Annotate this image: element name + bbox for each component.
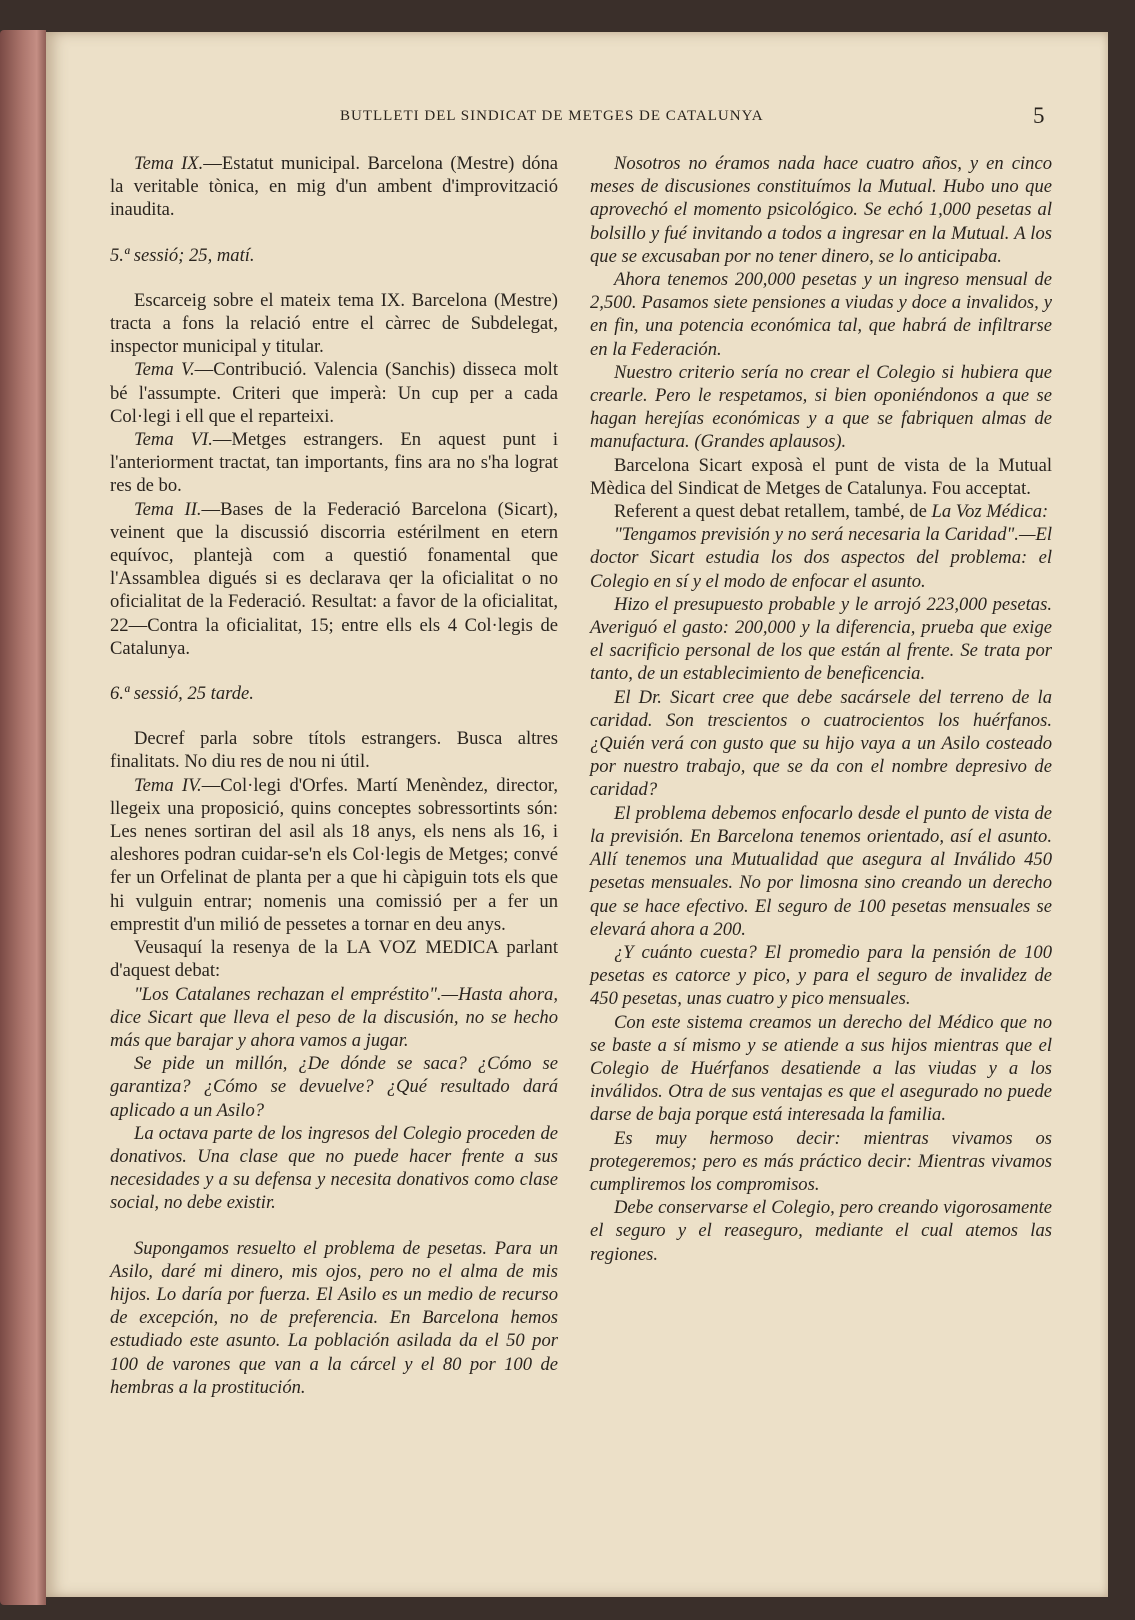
- paragraph: [110, 774, 558, 936]
- paragraph-text: —Metges estrangers. En aquest punt i l'anteriorment tractat, tan importants, fins ara no s'ha lograt res de bo.: [110, 429, 558, 497]
- quoted-paragraph: Ahora tenemos 200,000 pesetas y un ingreso mensual de 2,500. Pasamos siete pensiones a viudas y doce a invalidos, y en fin, una potencia económica tal, que habrá de infiltrarse en la Federación.: [590, 269, 1052, 360]
- topic-label: Tema IX.: [134, 153, 204, 174]
- paragraph-text: —Contribució. Valencia (Sanchis) disseca molt bé l'assumpte. Criteri que imperà: Un cup per a cada Col·legi i ell que el reparteixi.: [110, 359, 558, 427]
- quoted-paragraph: La octava parte de los ingresos del Colegio proceden de donativos. Una clase que no puede hacer frente a sus necesidades y a su defensa y necesita donativos como clase social, no debe existir.: [110, 1122, 558, 1214]
- running-head: BUTLLETI DEL SINDICAT DE METGES DE CATALUNYA: [340, 108, 764, 124]
- quoted-paragraph: "Los Catalanes rechazan el empréstito".—Hasta ahora, dice Sicart que lleva el peso de la discusión, no se hecho más que barajar y ahora vamos a jugar.: [110, 983, 558, 1051]
- spacer: [110, 1215, 558, 1237]
- paragraph: [110, 428, 558, 498]
- paragraph: Barcelona Sicart exposà el punt de vista de la Mutual Mèdica del Sindicat de Metges de Catalunya. Fou acceptat.: [590, 454, 1052, 499]
- page-header: [46, 105, 1108, 135]
- quoted-paragraph: Se pide un millón, ¿De dónde se saca? ¿Cómo se garantiza? ¿Cómo se devuelve? ¿Qué resultado dará aplicado a un Asilo?: [110, 1053, 558, 1121]
- paragraph: Escarceig sobre el mateix tema IX. Barcelona (Mestre) tracta a fons la relació entre el càrrec de Subdelegat, inspector municipal y titular.: [110, 289, 558, 358]
- book-page: [46, 32, 1108, 1597]
- source-title: La Voz Médica:: [931, 501, 1049, 523]
- paragraph-text: —Bases de la Federació Barcelona (Sicart), veinent que la discussió discorria estérilment en etern equívoc, plantejà com a questió fonamental que l'Assamblea digués si es declarava qer la oficialitat o no oficialitat de la Federació. Resultat: a favor de la oficialitat, 22—Contra la oficialitat, 15; entre ells els 4 Col·legis de Catalunya.: [110, 498, 558, 659]
- paragraph: [110, 358, 558, 428]
- right-column: [590, 152, 1052, 1266]
- left-column: [110, 152, 558, 1399]
- topic-label: Tema IV.: [134, 774, 202, 796]
- paragraph: [110, 152, 558, 222]
- session-heading: 6.ª sessió, 25 tarde.: [110, 683, 254, 705]
- quoted-paragraph: Es muy hermoso decir: mientras vivamos os protegeremos; pero es más práctico decir: Mientras vivamos cumpliremos los compromisos.: [590, 1127, 1052, 1195]
- paragraph-text: —Estatut municipal. Barcelona (Mestre) dóna la veritable tònica, en mig d'un ambent d'improvització inaudita.: [110, 153, 558, 221]
- book-spine: [0, 30, 46, 1605]
- quoted-paragraph: Con este sistema creamos un derecho del Médico que no se baste a sí mismo y se atiende a sus hijos mientras que el Colegio de Huérfanos desatiende a las viudas y a los inválidos. Otra de sus ventajas es que el asegurado no puede darse de baja porque está interesada la familia.: [590, 1011, 1052, 1126]
- quoted-paragraph: El Dr. Sicart cree que debe sacársele del terreno de la caridad. Son trescientos o cuatrocientos los huérfanos. ¿Quién verá con gusto que su hijo vaya a un Asilo costeado por nuestro trabajo, que se da con el nombre depresivo de caridad?: [590, 686, 1052, 801]
- topic-label: Tema V.: [134, 359, 195, 381]
- quoted-paragraph: Nuestro criterio sería no crear el Colegio si hubiera que crearle. Pero le respetamos, si bien oponiéndonos a que se hagan herejías económicas y a que se fabriquen almas de manufactura. (Grandes aplausos).: [590, 361, 1052, 453]
- page-number: 5: [1033, 103, 1045, 128]
- paragraph: [590, 500, 1052, 523]
- quoted-paragraph: Supongamos resuelto el problema de pesetas. Para un Asilo, daré mi dinero, mis ojos, pero no el alma de mis hijos. Lo daría por fuerza. El Asilo es un medio de recurso de excepción, no de preferencia. En Barcelona hemos estudiado este asunto. La población asilada da el 50 por 100 de varones que van a la cárcel y el 80 por 100 de hembras a la prostitución.: [110, 1237, 558, 1398]
- quoted-paragraph: El problema debemos enfocarlo desde el punto de vista de la previsión. En Barcelona tenemos orientado, así el asunto. Allí tenemos una Mutualidad que asegura al Inválido 450 pesetas mensuales. No por limosna sino creando un derecho que se hace efectivo. El seguro de 100 pesetas mensuales se elevará ahora a 200.: [590, 802, 1052, 940]
- paragraph: Decref parla sobre títols estrangers. Busca altres finalitats. No diu res de nou ni útil.: [110, 728, 558, 773]
- quoted-paragraph: Nosotros no éramos nada hace cuatro años, y en cinco meses de discusiones constituímos la Mutual. Hubo uno que aprovechó el momento psicológico. Se echó 1,000 pesetas al bolsillo y fué invitando a todos a ingresar en la Mutual. A los que se excusaban por no tener dinero, se lo anticipaba.: [590, 153, 1052, 267]
- paragraph-text: —Col·legi d'Orfes. Martí Menèndez, director, llegeix una proposició, quins conceptes sobressortints són: Les nenes sortiran del asil als 18 anys, els nens als 16, i aleshores podran cuidar-se'n els Col·legis de Metges; convé fer un Orfelinat de planta per a que hi càpiguin tots els que hi vulguin entrar; nomenis una comissió per a fer un emprestit d'un milió de pessetes a tornar en deu anys.: [110, 774, 558, 935]
- paragraph-text: Referent a quest debat retallem, també, de: [614, 501, 932, 523]
- quoted-paragraph: "Tengamos previsión y no será necesaria la Caridad".—El doctor Sicart estudia los dos aspectos del problema: el Colegio en sí y el modo de enfocar el asunto.: [590, 524, 1052, 592]
- topic-label: Tema II.: [134, 498, 202, 520]
- quoted-paragraph: Debe conservarse el Colegio, pero creando vigorosamente el seguro y el reaseguro, mediante el cual atemos las regiones.: [590, 1197, 1052, 1265]
- session-heading: 5.ª sessió; 25, matí.: [110, 244, 255, 266]
- paragraph: [110, 498, 558, 660]
- quoted-paragraph: ¿Y cuánto cuesta? El promedio para la pensión de 100 pesetas es catorce y pico, y para el seguro de invalidez de 450 pesetas, unas cuatro y pico mensuales.: [590, 941, 1052, 1010]
- topic-label: Tema VI.: [134, 429, 213, 451]
- quoted-paragraph: Hizo el presupuesto probable y le arrojó 223,000 pesetas. Averiguó el gasto: 200,000 y la diferencia, prueba que exige el sacrificio personal de los que están al frente. Se trata por tanto, de un establecimiento de beneficencia.: [590, 593, 1052, 685]
- paragraph: Veusaquí la resenya de la LA VOZ MEDICA parlant d'aquest debat:: [110, 937, 558, 982]
